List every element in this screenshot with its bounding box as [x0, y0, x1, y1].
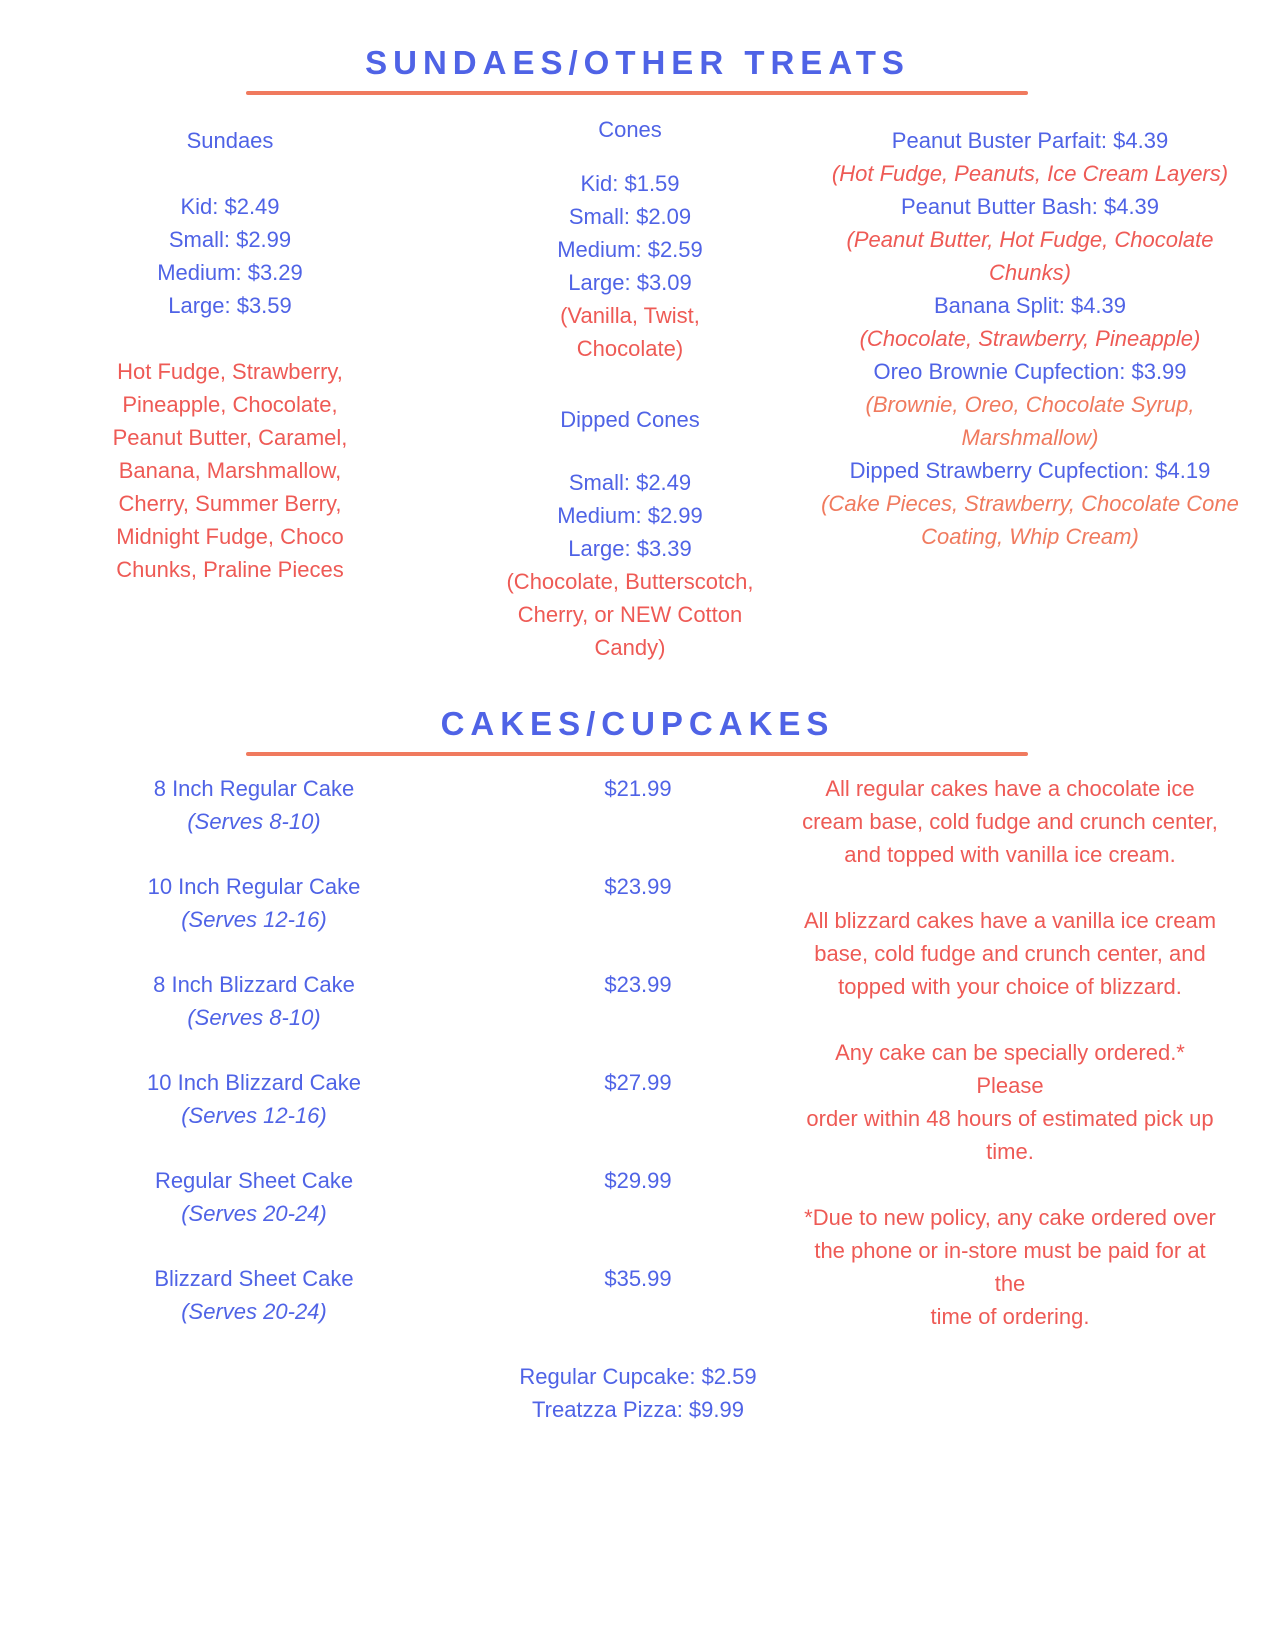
sundae-topping-line: Chunks, Praline Pieces — [116, 557, 344, 582]
cones-column — [480, 113, 780, 664]
cake-serves: (Serves 20-24) — [181, 1201, 327, 1226]
note-special-orders — [800, 1036, 1220, 1168]
note-line: All regular cakes have a chocolate ice — [825, 776, 1195, 801]
cake-name: Blizzard Sheet Cake — [154, 1266, 354, 1291]
note-line: cream base, cold fudge and crunch center, — [802, 809, 1218, 834]
cake-item — [104, 1262, 404, 1328]
sundae-topping-line: Midnight Fudge, Choco — [116, 524, 344, 549]
cones-heading: Cones — [598, 117, 662, 142]
note-line: topped with your choice of blizzard. — [838, 974, 1182, 999]
cake-serves: (Serves 20-24) — [181, 1299, 327, 1324]
cake-item — [104, 772, 404, 838]
special-description: (Cake Pieces, Strawberry, Chocolate Cone — [821, 491, 1239, 516]
sundae-topping-line: Hot Fudge, Strawberry, — [117, 359, 343, 384]
extras-list — [488, 1360, 788, 1426]
note-line: time of ordering. — [930, 1304, 1090, 1329]
special-name: Dipped Strawberry Cupfection: $4.19 — [849, 458, 1211, 483]
cake-price: $29.99 — [604, 1168, 672, 1193]
cake-name: 8 Inch Regular Cake — [153, 776, 355, 801]
note-line: the phone or in-store must be paid for at the — [814, 1238, 1206, 1296]
cake-item — [104, 1066, 404, 1132]
special-description: (Hot Fudge, Peanuts, Ice Cream Layers) — [831, 161, 1229, 186]
extra-treatzza-pizza: Treatzza Pizza: $9.99 — [532, 1397, 744, 1422]
cake-serves: (Serves 8-10) — [187, 1005, 321, 1030]
special-description: (Brownie, Oreo, Chocolate Syrup, — [865, 392, 1195, 417]
cone-flavor-line: (Vanilla, Twist, — [560, 303, 700, 328]
note-line: time. — [986, 1139, 1034, 1164]
special-description: Coating, Whip Cream) — [921, 524, 1139, 549]
sundae-topping-line: Banana, Marshmallow, — [118, 458, 342, 483]
cake-item — [104, 968, 404, 1034]
special-name: Peanut Butter Bash: $4.39 — [900, 194, 1160, 219]
cake-price: $21.99 — [604, 776, 672, 801]
cakes-divider — [246, 752, 1028, 756]
sundaes-heading: Sundaes — [186, 128, 274, 153]
cake-serves: (Serves 8-10) — [187, 809, 321, 834]
note-payment-policy — [800, 1201, 1220, 1333]
cake-serves: (Serves 12-16) — [181, 1103, 327, 1128]
dipped-flavor-line: (Chocolate, Butterscotch, — [506, 569, 754, 594]
sundae-size-kid: Kid: $2.49 — [180, 194, 280, 219]
note-line: order within 48 hours of estimated pick up — [806, 1106, 1214, 1131]
sundae-topping-line: Pineapple, Chocolate, — [122, 392, 338, 417]
sundaes-section-title: SUNDAES/OTHER TREATS — [365, 44, 910, 81]
cake-name: 8 Inch Blizzard Cake — [153, 972, 355, 997]
cake-name: 10 Inch Blizzard Cake — [147, 1070, 361, 1095]
note-blizzard-cakes — [800, 904, 1220, 1003]
special-name: Banana Split: $4.39 — [933, 293, 1127, 318]
cake-notes — [800, 772, 1220, 1366]
special-description: (Chocolate, Strawberry, Pineapple) — [859, 326, 1201, 351]
note-regular-cakes — [800, 772, 1220, 871]
special-name: Peanut Buster Parfait: $4.39 — [891, 128, 1169, 153]
cone-size-small: Small: $2.09 — [568, 204, 692, 229]
note-line: base, cold fudge and crunch center, and — [814, 941, 1206, 966]
dipped-flavor-line: Candy) — [594, 635, 666, 660]
note-line: All blizzard cakes have a vanilla ice cream — [803, 908, 1217, 933]
special-description: (Peanut Butter, Hot Fudge, Chocolate — [846, 227, 1214, 252]
sundaes-divider — [246, 91, 1028, 95]
cakes-section-title: CAKES/CUPCAKES — [440, 705, 835, 742]
sundae-size-large: Large: $3.59 — [168, 293, 292, 318]
cone-size-medium: Medium: $2.59 — [557, 237, 703, 262]
cone-size-kid: Kid: $1.59 — [580, 171, 680, 196]
note-line: *Due to new policy, any cake ordered over — [804, 1205, 1216, 1230]
specials-column — [820, 124, 1240, 553]
cone-flavor-line: Chocolate) — [576, 336, 684, 361]
dipped-cones-heading: Dipped Cones — [560, 407, 700, 432]
special-name: Oreo Brownie Cupfection: $3.99 — [873, 359, 1187, 384]
cake-item — [104, 870, 404, 936]
cake-item — [104, 1164, 404, 1230]
dipped-size-medium: Medium: $2.99 — [557, 503, 703, 528]
special-description: Chunks) — [989, 260, 1071, 285]
note-line: Any cake can be specially ordered.* Please — [835, 1040, 1185, 1098]
cake-price: $27.99 — [604, 1070, 672, 1095]
cake-price: $23.99 — [604, 972, 672, 997]
extra-regular-cupcake: Regular Cupcake: $2.59 — [519, 1364, 757, 1389]
cake-name: Regular Sheet Cake — [154, 1168, 354, 1193]
cake-price: $23.99 — [604, 874, 672, 899]
cake-price: $35.99 — [604, 1266, 672, 1291]
dipped-size-large: Large: $3.39 — [568, 536, 692, 561]
dipped-flavor-line: Cherry, or NEW Cotton — [517, 602, 743, 627]
note-line: and topped with vanilla ice cream. — [844, 842, 1176, 867]
dipped-size-small: Small: $2.49 — [568, 470, 692, 495]
sundae-size-medium: Medium: $3.29 — [157, 260, 303, 285]
cake-name: 10 Inch Regular Cake — [147, 874, 361, 899]
sundaes-column — [80, 124, 380, 586]
cake-serves: (Serves 12-16) — [181, 907, 327, 932]
sundae-topping-line: Peanut Butter, Caramel, — [112, 425, 348, 450]
sundae-topping-line: Cherry, Summer Berry, — [118, 491, 342, 516]
cone-size-large: Large: $3.09 — [568, 270, 692, 295]
special-description: Marshmallow) — [961, 425, 1099, 450]
sundae-size-small: Small: $2.99 — [168, 227, 292, 252]
